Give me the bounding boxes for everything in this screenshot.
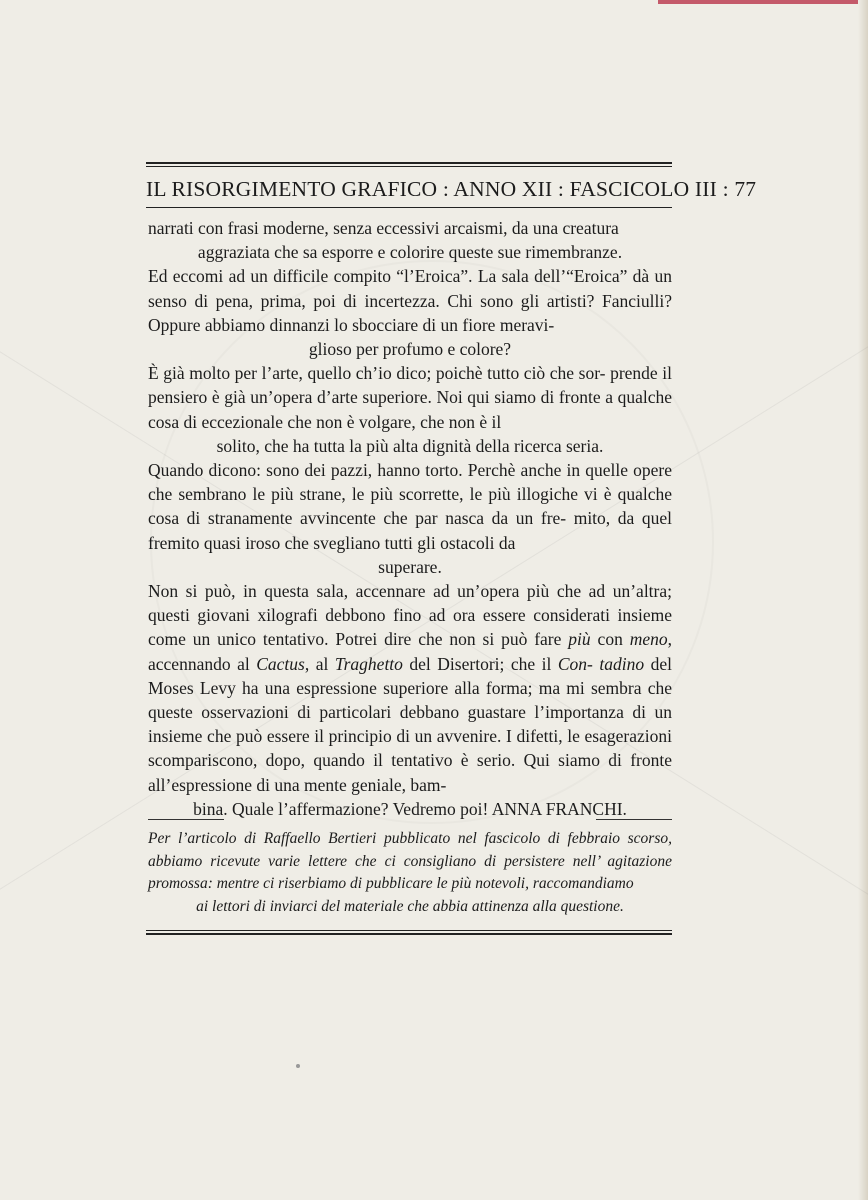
note-text: Per l’articolo di Raffaello Bertieri pubblicato nel fascicolo di febbraio scorso, abbiamo ricevute varie lettere che ci consigliano di persistere nell’ agitazione promossa: mentre ci riserbiamo di pubblicare le più notevoli, raccomandiamo <box>148 830 672 892</box>
paragraph-text: narrati con frasi moderne, senza eccessivi arcaismi, da una creatura <box>148 218 619 238</box>
paragraph-text: È già molto per l’arte, quello ch’io dico; poichè tutto ciò che sor- prende il pensiero è già un’opera d’arte superiore. Noi qui siamo di fronte a qualche cosa di eccezionale che non è volgare, che non è il <box>148 363 672 432</box>
page-edge-right <box>858 0 868 1200</box>
paragraph-last-line: solito, che ha tutta la più alta dignità della ricerca seria. <box>216 435 604 456</box>
paragraph-last-line: glioso per profumo e colore? <box>308 339 512 360</box>
italic-title-cactus: Cactus <box>256 653 305 674</box>
page-edge-top <box>658 0 868 4</box>
paragraph <box>148 216 672 264</box>
text-run: del Disertori; che il <box>402 653 558 674</box>
paragraph-last-line: aggraziata che sa esporre e colorire queste sue rimembranze. <box>197 242 623 263</box>
signature-line: bina. Quale l’affermazione? Vedremo poi! ANNA FRANCHI. <box>193 798 627 819</box>
text-run: con <box>590 629 630 650</box>
editorial-note <box>148 828 672 918</box>
paragraph-text: Ed eccomi ad un difficile compito “l’Eroica”. La sala dell’“Eroica” dà un senso di pena, prima, poi di incertezza. Chi sono gli artisti? Fanciulli? Oppure abbiamo dinnanzi lo sbocciare di un fiore meravi- <box>148 266 672 335</box>
text-run: Non si può, in questa sala, accennare ad un’opera più che ad un’altra; questi giovani xilografi debbono fino ad ora essere considerati insieme come un unico tentativo. Potrei dire che non si può fare <box>148 581 672 650</box>
text-run: del Moses Levy ha una espressione superiore alla forma; ma mi sembra che queste osservazioni di particolari debbano guastare l’importanza di un insieme che può essere il principio di un avvenire. I difetti, le esagerazioni scompariscono, dopo, quando il tentativo è serio. Qui siamo di fronte all’espressione di una mente geniale, bam- <box>148 653 672 795</box>
footer-rule <box>146 930 672 935</box>
separator-right <box>596 819 672 820</box>
paragraph <box>148 458 672 579</box>
paragraph <box>148 264 672 361</box>
header-rule-bottom <box>146 207 672 208</box>
separator-left <box>148 819 224 820</box>
italic-title-traghetto: Traghetto <box>334 653 403 674</box>
text-run: , al <box>304 653 335 674</box>
paragraph-final <box>148 579 672 821</box>
header-rule-top <box>146 162 672 167</box>
italic-word: meno <box>629 629 668 650</box>
paper-speck <box>296 1064 300 1068</box>
note-last-line: ai lettori di inviarci del materiale che abbia attinenza alla questione. <box>196 897 624 915</box>
italic-title-contadino: Con- tadino <box>557 653 645 674</box>
paragraph-text: Quando dicono: sono dei pazzi, hanno torto. Perchè anche in quelle opere che sembrano le più strane, le più scorrette, le più illogiche vi è qualche cosa di stranamente avvincente che par nasca da un fre- mito, da quel fremito quasi iroso che svegliano tutti gli ostacoli da <box>148 460 672 553</box>
paragraph-last-line: superare. <box>378 556 442 577</box>
paragraph <box>148 361 672 458</box>
text-run: , accennando al <box>148 629 672 674</box>
article-body <box>148 216 672 821</box>
italic-word: più <box>568 629 591 650</box>
running-header: IL RISORGIMENTO GRAFICO : ANNO XII : FASCICOLO III : 77 <box>146 177 757 201</box>
